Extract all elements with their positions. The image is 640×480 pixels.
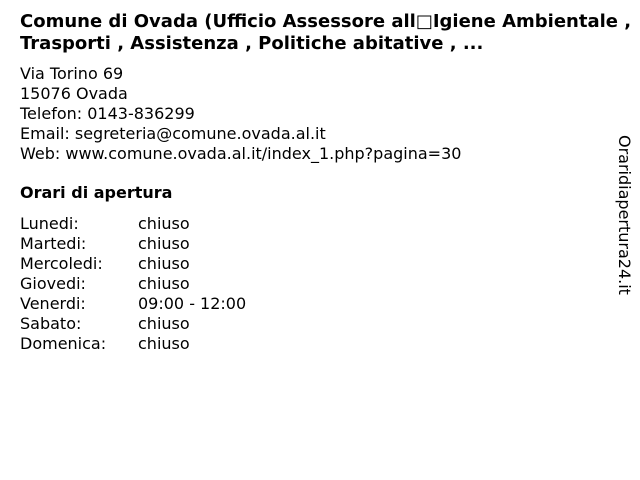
day-label: Giovedi:	[20, 274, 86, 293]
hours-row-lunedi	[20, 214, 246, 234]
hours-value: chiuso	[138, 214, 190, 233]
hours-row-mercoledi	[20, 254, 246, 274]
day-label: Mercoledi:	[20, 254, 103, 273]
site-watermark: Oraridiapertura24.it	[615, 135, 634, 295]
opening-hours-table	[20, 214, 246, 354]
day-label: Lunedi:	[20, 214, 79, 233]
city-postcode: 15076 Ovada	[20, 84, 128, 103]
day-label: Domenica:	[20, 334, 107, 353]
hours-row-domenica	[20, 334, 246, 354]
day-label: Sabato:	[20, 314, 82, 333]
website-url: Web: www.comune.ovada.al.it/index_1.php?pagina=30	[20, 144, 462, 163]
day-label: Martedi:	[20, 234, 87, 253]
email-address: Email: segreteria@comune.ovada.al.it	[20, 124, 326, 143]
hours-row-sabato	[20, 314, 246, 334]
hours-value: chiuso	[138, 314, 190, 333]
day-label: Venerdi:	[20, 294, 86, 313]
hours-value: chiuso	[138, 234, 190, 253]
address-block	[20, 64, 461, 164]
hours-row-giovedi	[20, 274, 246, 294]
hours-row-martedi	[20, 234, 246, 254]
hours-value: chiuso	[138, 274, 190, 293]
phone-number: Telefon: 0143-836299	[20, 104, 195, 123]
hours-value: 09:00 - 12:00	[138, 294, 247, 313]
opening-hours-heading: Orari di apertura	[20, 183, 173, 202]
hours-value: chiuso	[138, 334, 190, 353]
hours-value: chiuso	[138, 254, 190, 273]
page-title: Comune di Ovada (Ufficio Assessore all□Igiene Ambientale , Trasporti , Assistenza , Politiche abitative , ...	[20, 11, 632, 54]
hours-row-venerdi	[20, 294, 246, 314]
street-address: Via Torino 69	[20, 64, 124, 83]
